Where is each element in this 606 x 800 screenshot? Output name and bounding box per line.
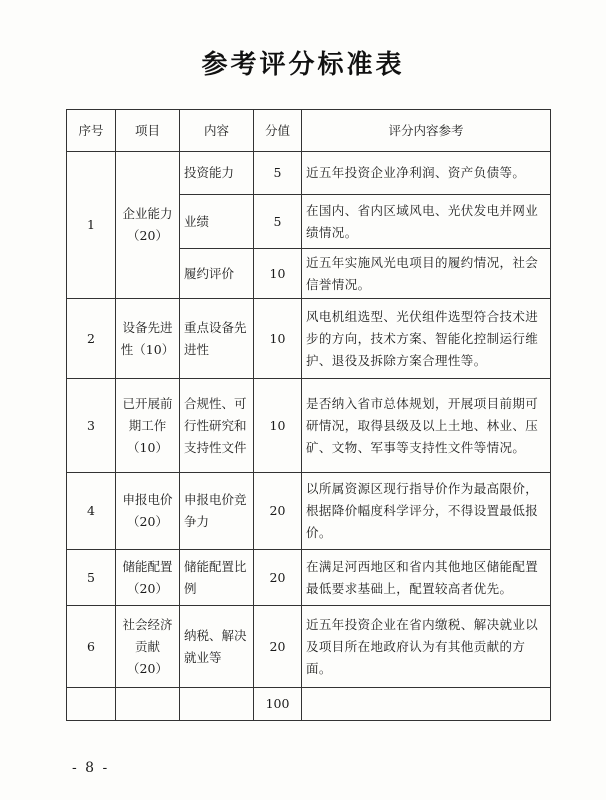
row-project: 设备先进性（10） [116,299,180,379]
header-content: 内容 [180,110,254,152]
total-empty-cell [302,688,551,721]
page-title: 参考评分标准表 [201,50,405,80]
row-score: 10 [254,379,302,473]
row-content: 业绩 [180,195,254,249]
row-score: 5 [254,195,302,249]
row-content: 申报电价竞争力 [180,473,254,550]
total-score: 100 [254,688,302,721]
row-no: 4 [67,473,116,550]
table-row [67,379,551,473]
header-no: 序号 [67,110,116,152]
row-project: 已开展前期工作（10） [116,379,180,473]
row-score: 5 [254,152,302,195]
row-content: 重点设备先进性 [180,299,254,379]
row-reference: 近五年投资企业净利润、资产负债等。 [302,152,551,195]
row-content: 投资能力 [180,152,254,195]
row-score: 20 [254,550,302,606]
row-no: 3 [67,379,116,473]
row-score: 20 [254,473,302,550]
table-header-row [67,110,551,152]
total-empty-cell [67,688,116,721]
table-row [67,606,551,688]
row-score: 20 [254,606,302,688]
row-no: 5 [67,550,116,606]
row-reference: 风电机组选型、光伏组件选型符合技术进步的方向，技术方案、智能化控制运行维护、退役及拆除方案合理性等。 [302,299,551,379]
scoring-table [66,109,551,721]
table-row [67,550,551,606]
row-content: 纳税、解决就业等 [180,606,254,688]
row-content: 履约评价 [180,249,254,299]
row-project: 申报电价（20） [116,473,180,550]
row-no: 2 [67,299,116,379]
table-row [67,473,551,550]
header-reference: 评分内容参考 [302,110,551,152]
row-score: 10 [254,249,302,299]
row-reference: 是否纳入省市总体规划，开展项目前期可研情况，取得县级及以上土地、林业、压矿、文物、军事等支持性文件等情况。 [302,379,551,473]
row-reference: 近五年实施风光电项目的履约情况，社会信誉情况。 [302,249,551,299]
row-reference: 以所属资源区现行指导价作为最高限价，根据降价幅度科学评分，不得设置最低报价。 [302,473,551,550]
row-content: 储能配置比例 [180,550,254,606]
table-row [67,152,551,195]
row-project: 社会经济贡献（20） [116,606,180,688]
table-row [67,299,551,379]
row-reference: 在满足河西地区和省内其他地区储能配置最低要求基础上，配置较高者优先。 [302,550,551,606]
total-row [67,688,551,721]
page-number: - 8 - [72,760,110,776]
total-empty-cell [180,688,254,721]
total-empty-cell [116,688,180,721]
header-score: 分值 [254,110,302,152]
row-reference: 在国内、省内区域风电、光伏发电并网业绩情况。 [302,195,551,249]
row-content: 合规性、可行性研究和支持性文件 [180,379,254,473]
row-no: 1 [67,152,116,299]
row-no: 6 [67,606,116,688]
header-project: 项目 [116,110,180,152]
row-reference: 近五年投资企业在省内缴税、解决就业以及项目所在地政府认为有其他贡献的方面。 [302,606,551,688]
row-project: 储能配置（20） [116,550,180,606]
row-score: 10 [254,299,302,379]
row-project: 企业能力（20） [116,152,180,299]
